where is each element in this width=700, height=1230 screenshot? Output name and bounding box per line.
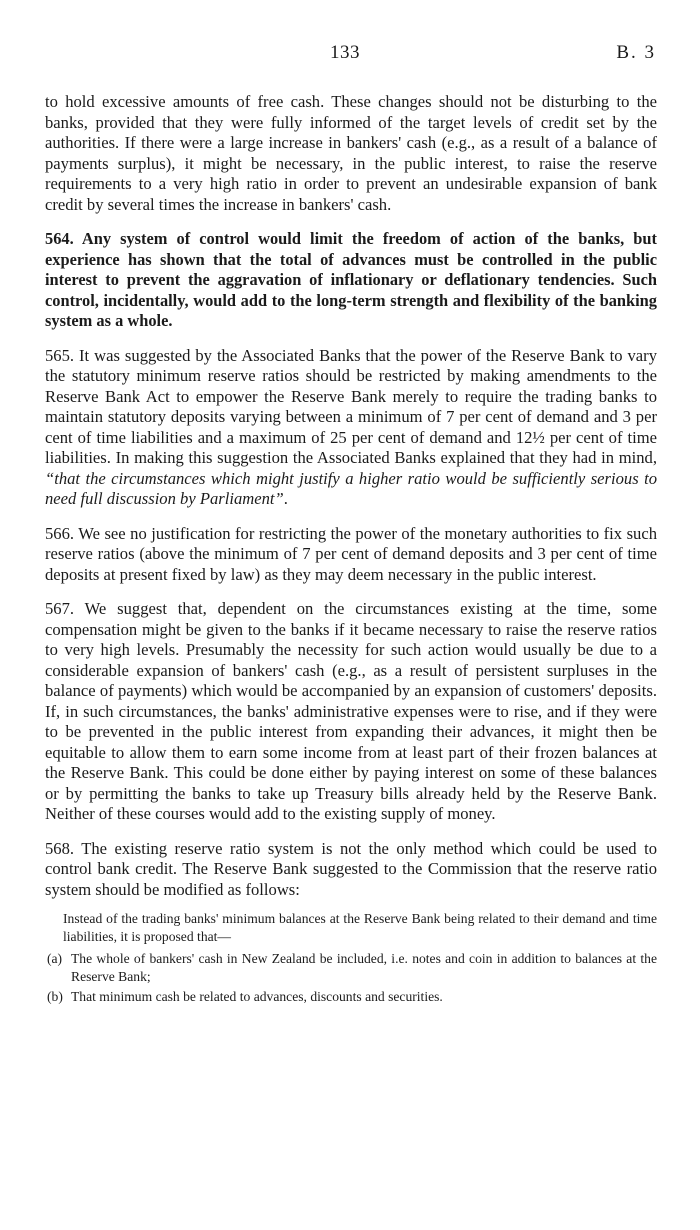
paragraph-564 (45, 229, 657, 332)
paragraph-text-end: . (283, 489, 288, 508)
document-reference: B. 3 (616, 42, 656, 63)
paragraph-continued (45, 92, 657, 215)
quotation-intro: Instead of the trading banks' minimum balances at the Reserve Bank being related to their demand and time liabilities, it is proposed that— (63, 911, 657, 944)
paragraph-text: 567. We suggest that, dependent on the circumstances existing at the time, some compensation might be given to the banks if it became necessary to raise the reserve ratios to very high levels. Presumably the necessity for such action would usually be due to a considerable expansion of bankers' cash (e.g., as a result of persistent surpluses in the balance of payments) which would be accompanied by an expansion of customers' deposits. If, in such circumstances, the banks' administrative expenses were to rise, and if they were to be prevented in the public interest from expanding their advances, it might then be equitable to allow them to earn some income from at least part of their frozen balances at the Reserve Bank. This could be done either by paying interest on some of these balances or by permitting the banks to take up Treasury bills already held by the Reserve Bank. Neither of these courses would add to the existing supply of money. (45, 599, 657, 823)
paragraph-text: 564. Any system of control would limit the freedom of action of the banks, but experience has shown that the total of advances must be controlled in the public interest to prevent the aggravation of inflationary or deflationary tendencies. Such control, incidentally, would add to the long-term strength and flexibility of the banking system as a whole. (45, 229, 657, 330)
list-item-text: The whole of bankers' cash in New Zealand be included, i.e. notes and coin in addition to balances at the Reserve Bank; (71, 951, 657, 984)
paragraph-567 (45, 599, 657, 825)
list-item-text: That minimum cash be related to advances, discounts and securities. (71, 989, 443, 1004)
paragraph-text (45, 346, 657, 510)
list-item (47, 988, 657, 1006)
list-item-label: (b) (47, 989, 63, 1004)
list-item (47, 950, 657, 986)
page-number: 133 (330, 42, 360, 63)
list-item-label: (a) (47, 951, 63, 966)
paragraph-568 (45, 839, 657, 901)
paragraph-text-main: 565. It was suggested by the Associated Banks that the power of the Reserve Bank to vary the statutory minimum reserve ratios should be restricted by making amendments to the Reserve Bank Act to empower the Reserve Bank merely to require the trading banks to maintain statutory deposits varying between a minimum of 7 per cent of demand and 3 per cent of time liabilities and a maximum of 25 per cent of demand and 12½ per cent of time liabilities. In making this suggestion the Associated Banks explained that they had in mind, (45, 345, 657, 467)
document-body (45, 92, 657, 1006)
reserve-bank-proposal-quotation (45, 910, 657, 1006)
paragraph-text: 566. We see no justification for restricting the power of the monetary authorities to fix such reserve ratios (above the minimum of 7 per cent of demand deposits and 3 per cent of time deposits at present fixed by law) as they may deem necessary in the public interest. (45, 523, 657, 584)
paragraph-text: 568. The existing reserve ratio system is not the only method which could be used to control bank credit. The Reserve Bank suggested to the Commission that the reserve ratio system should be modified as follows: (45, 838, 657, 899)
paragraph-text: to hold excessive amounts of free cash. These changes should not be disturbing to the banks, provided that they were fully informed of the target levels of credit set by the authorities. If there were a large increase in bankers' cash (e.g., as a result of a balance of payments surplus), it might be necessary, in the public interest, to raise the reserve requirements to a very high ratio in order to prevent an undesirable expansion of bank credit by several times the increase in bankers' cash. (45, 92, 657, 214)
paragraph-566 (45, 524, 657, 586)
parliament-quote: “that the circumstances which might justify a higher ratio would be sufficiently serious to need full discussion by Parliament” (45, 468, 657, 508)
page-header (0, 42, 700, 66)
paragraph-565 (45, 346, 657, 510)
